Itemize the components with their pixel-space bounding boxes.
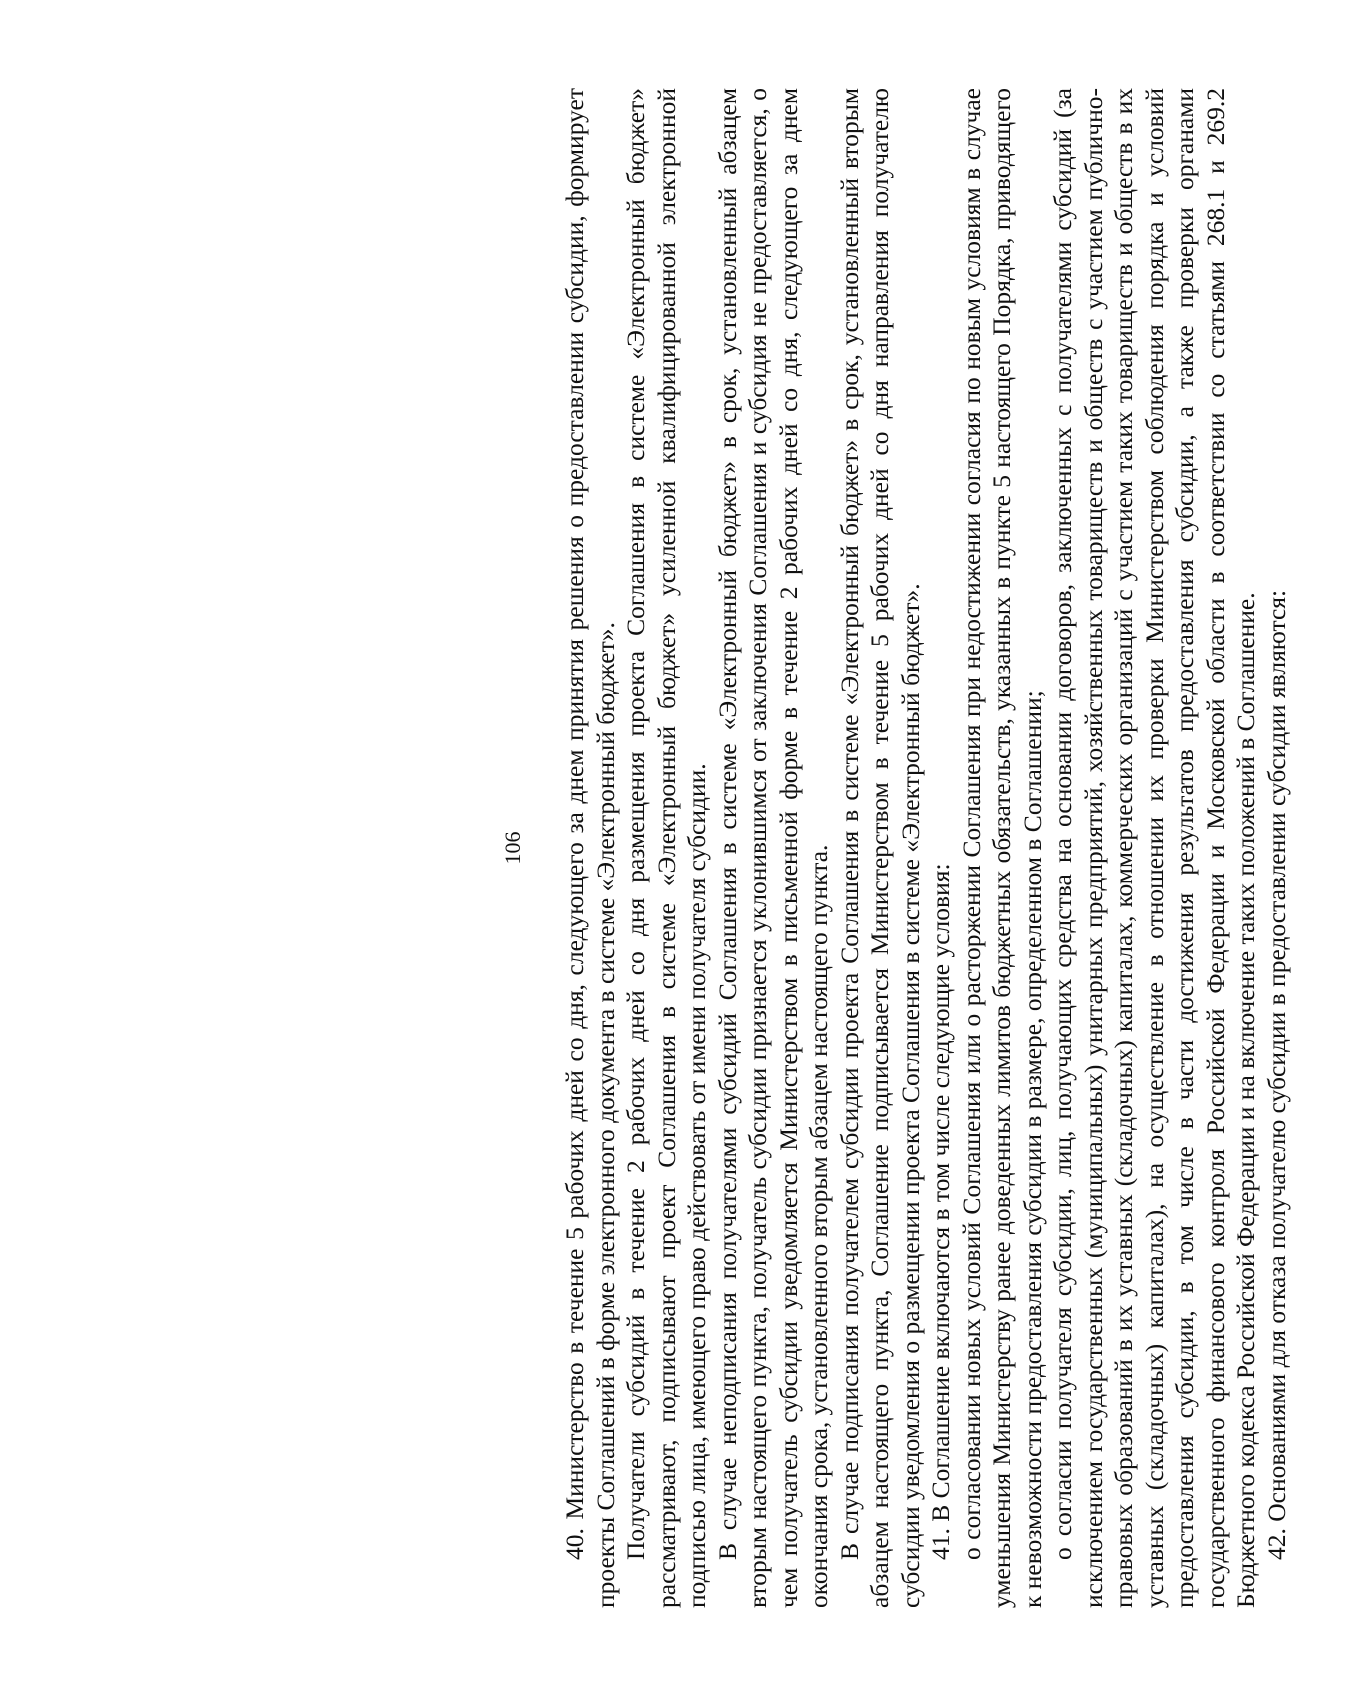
body-text (560, 88, 1292, 1608)
paragraph-40-signing: Получатели субсидий в течение 2 рабочих дней со дня размещения проекта Соглашения в системе «Электронный бюджет» рассматривают, подписывают проект Соглашения в системе «Электронный бюджет» усиленной квалифицированной электронной подписью лица, имеющего право действовать от имени получателя субсидии. (621, 88, 711, 1608)
paragraph-41-consent: о согласии получателя субсидии, лиц, получающих средства на основании договоров, заключенных с получателями субсидий (за исключением государственных (муниципальных) унитарных предприятий, хозяйственных товариществ и обществ с участием публично-правовых образований в их уставных (складочных) капиталах, коммерческих организаций с участием таких товариществ и обществ в их уставных (складочных) капиталах), на осуществление в отношении их проверки Министерством соблюдения порядка и условий предоставления субсидии, в том числе в части достижения результатов предоставления субсидии, а также проверки органами государственного финансового контроля Российской Федерации и Московской области в соответствии со статьями 268.1 и 269.2 Бюджетного кодекса Российской Федерации и на включение таких положений в Соглашение. (1048, 88, 1260, 1608)
page-number: 106 (500, 831, 525, 865)
paragraph-40-non-signing: В случае неподписания получателями субсидий Соглашения в системе «Электронный бюджет» в срок, установленный абзацем вторым настоящего пункта, получатель субсидии признается уклонившимся от заключения Соглашения и субсидия не предоставляется, о чем получатель субсидии уведомляется Министерством в письменной форме в течение 2 рабочих дней со дня, следующего за днем окончания срока, установленного вторым абзацем настоящего пункта. (712, 88, 833, 1608)
paragraph-41-new-terms: о согласовании новых условий Соглашения или о расторжении Соглашения при недостижении согласия по новым условиям в случае уменьшения Министерству ранее доведенных лимитов бюджетных обязательств, указанных в пункте 5 настоящего Порядка, приводящего к невозможности предоставления субсидии в размере, определенном в Соглашении; (956, 88, 1047, 1608)
rotated-page-content (500, 88, 1360, 1608)
paragraph-41: 41. В Соглашение включаются в том числе следующие условия: (926, 863, 955, 1560)
paragraph-42: 42. Основаниями для отказа получателю субсидии в предоставлении субсидии являются: (1261, 589, 1291, 1560)
paragraph-40: 40. Министерство в течение 5 рабочих дней со дня, следующего за днем принятия решения о предоставлении субсидии, формирует проекты Соглашений в форме электронного документа в системе «Электронный бюджет». (560, 88, 620, 1608)
paragraph-40-signed: В случае подписания получателем субсидии проекта Соглашения в системе «Электронный бюджет» в срок, установленный вторым абзацем настоящего пункта, Соглашение подписывается Министерством в течение 5 рабочих дней со дня направления получателю субсидии уведомления о размещении проекта Соглашения в системе «Электронный бюджет». (834, 88, 925, 1608)
